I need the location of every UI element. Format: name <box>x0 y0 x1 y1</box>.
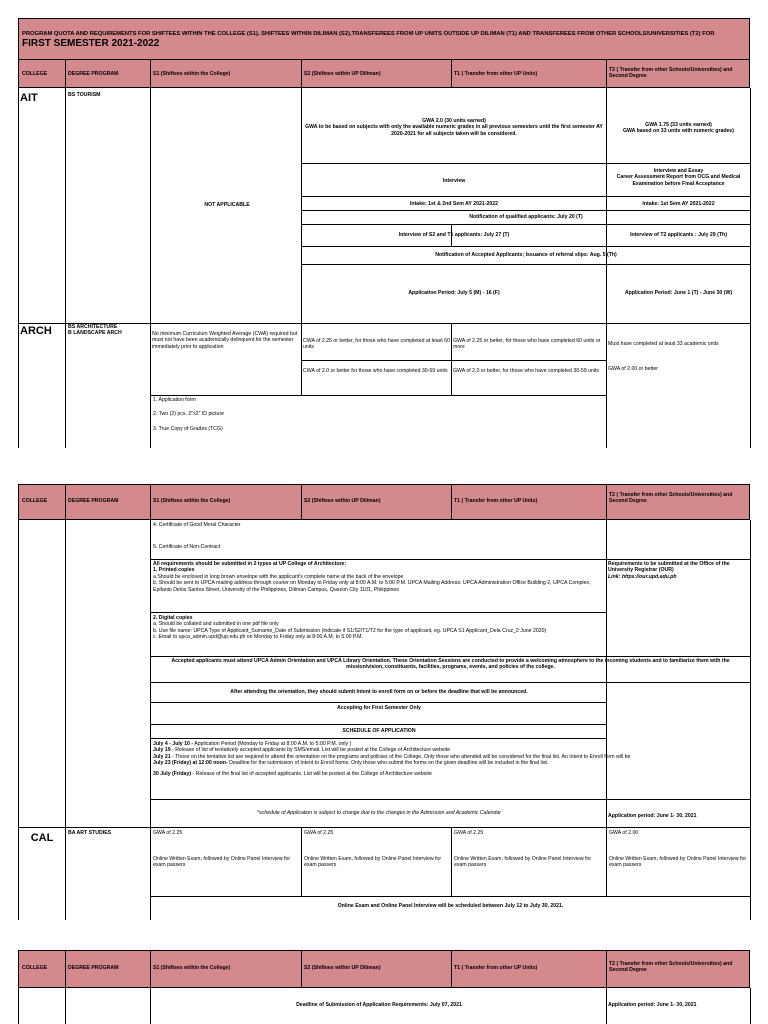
title-prefix: PROGRAM QUOTA AND REQUIREMENTS FOR SHIFTEES WITHIN THE COLLEGE (S1), SHIFTEES WITHIN DILIMAN (S2),TRANSFEREES FROM UP UNITS OUTSIDE UP DILIMAN (T1) AND TRANSFEREES FROM OTHER SCHOOLS/UNIVERSITIES (T2) FOR <box>22 31 715 37</box>
schedule-item-5: 30 July (Friday) - Release of the final list of accepted applicants. List will be posted at the College of Architecture website <box>153 770 432 777</box>
digital-a: a. Should be collated and submitted in one pdf file only <box>153 621 279 628</box>
header-degree: DEGREE PROGRAM <box>68 498 119 504</box>
t2-submit-text: Requirements to be submitted at the Office of the University Registrar (OUR) <box>608 561 730 574</box>
header-t2: T2 ( Transfer from other Schools/Universities) and Second Degree <box>609 492 733 505</box>
ait-interview-t2-date: Interview of T2 applicants : July 29 (Th) <box>630 232 727 238</box>
document-title <box>22 29 744 50</box>
document-page-3 <box>0 950 768 1024</box>
header-college: COLLEGE <box>22 71 48 77</box>
document-page-1 <box>0 18 768 448</box>
ait-notif-qualified: Notification of qualified applicants: July 20 (T) <box>469 214 583 220</box>
arch-t2-b: GWA of 2.00 or better <box>608 366 658 372</box>
ait-interview-s2-t1: Interview of S2 and T1 applicants: July 27 (T) <box>398 232 510 238</box>
ait-gwa-t2: GWA 1.75 (33 units earned) GWA based on 33 units with numeric grades) <box>622 122 735 135</box>
schedule-item-4: July 23 (Friday) at 12:00 noon- Deadline for the submission of Intent to Enroll forms. Only those who submit the forms on the given deadline will be included in the final list. <box>153 760 549 767</box>
header-s1: S1 (Shiftees within the College) <box>153 965 231 971</box>
college-arch: ARCH <box>20 325 52 337</box>
cal-s1-gwa: GWA of 2.25 <box>153 830 183 836</box>
college-ait: AIT <box>20 92 38 104</box>
cal-s1-exam: Online Written Exam, followed by Online Panel Interview for exam passers <box>153 856 291 869</box>
header-t2: T2 ( Transfer from other Schools/Universities) and Second Degree <box>609 67 733 80</box>
ait-notif-accepted: Notification of Accepted Applicants; Issuance of referral slips: Aug. 5 (Th) <box>435 252 617 258</box>
arch-req-3: 3. True Copy of Grades (TCG) <box>153 426 223 432</box>
degree-bs-tourism: BS TOURISM <box>68 92 101 98</box>
arch-t2-a: Must have completed at least 33 academic units <box>608 341 719 347</box>
t2-submission <box>608 561 749 580</box>
schedule-item-2: July 19 - Release of list of tentatively accepted applicants by SMS/email. List will be posted at the College of Architecture website <box>153 747 450 754</box>
header-t1: T1 ( Transfer from other UP Units) <box>454 71 538 77</box>
header-degree: DEGREE PROGRAM <box>68 71 119 77</box>
header-s2: S2 (Shiftees within UP Diliman) <box>304 965 381 971</box>
arch-submission-digital <box>153 615 605 641</box>
ait-interview-t2: Interview and Essay Career Assessment Report from OCG and Medical Examination before Final Acceptance <box>616 168 741 187</box>
header-t1: T1 ( Transfer from other UP Units) <box>454 498 538 504</box>
header-degree: DEGREE PROGRAM <box>68 965 119 971</box>
header-college: COLLEGE <box>22 965 48 971</box>
arch-t1-gwa-b: GWA of 2.0 or better, for those who have completed 30-59 units <box>453 368 600 374</box>
printed-b: b. Should be sent to UPCA mailing address through courier on Monday to Friday only at 8:00 A.M. to 5:00 P.M. UPCA Mailing Address: UPCA Administration Office Building 2, UPCA Complex, Epifanio Delos Santos Street, University of the Philippines, Diliman Campus, Quezon City 1101, Philippines <box>153 580 591 593</box>
arch-s2-cwa-a: CWA of 2.25 or better, for those who have completed at least 60 units <box>303 338 450 351</box>
header-college: COLLEGE <box>22 498 48 504</box>
arch-req-2: 2. Two (2) pcs. 2"x2" ID picture <box>153 411 225 417</box>
schedule-item-1: July 4 - July 10 - Application Period (Monday to Friday at 8:00 A.M. to 5:00 P.M. only ) <box>153 741 352 747</box>
ait-intake: Intake: 1st & 2nd Sem AY 2021-2022 <box>409 201 499 207</box>
arch-req-5: 5. Certificate of Non-Contract <box>153 544 221 550</box>
t2-link[interactable]: Link: https://our.upd.edu.ph <box>608 573 677 580</box>
cal-deadline: Deadline of Submission of Application Requirements: July 07, 2021 <box>296 1002 462 1008</box>
ait-interview: Interview <box>442 178 466 184</box>
cal-exam-schedule: Online Exam and Online Panel Interview will be scheduled between July 12 to July 30, 2021. <box>337 903 564 909</box>
document-page-2 <box>0 484 768 920</box>
arch-req-4: 4. Certificate of Good Moral Character <box>153 522 241 528</box>
cal-t1-exam: Online Written Exam, followed by Online Panel Interview for exam passers <box>454 856 592 869</box>
ait-gwa-s2-t1: GWA 2.0 (30 units earned) GWA to be based on subjects with only the available numeric grades in all previous semesters until the first semester AY 2020-2021 for all subjects taken will be considered. <box>305 118 603 137</box>
cal-t2-app-period: Application period: June 1- 30, 2021 <box>608 1002 697 1008</box>
cal-s2-exam: Online Written Exam, followed by Online Panel Interview for exam passers <box>304 856 442 869</box>
cal-s2-gwa: GWA of 2.25 <box>304 830 334 836</box>
printed-a: a.Should be enclosed in long brown envelope with the applicant's complete name at the back of the envelope <box>153 573 404 580</box>
title-main: FIRST SEMESTER 2021-2022 <box>22 38 160 49</box>
degree-ba-art-studies: BA ART STUDIES <box>68 830 112 836</box>
cal-t2-exam: Online Written Exam, followed by Online Panel Interview for exam passers <box>609 856 747 869</box>
header-s1: S1 (Shiftees within the College) <box>153 71 231 77</box>
arch-s1-cwa: No minimum Curriculum Weighted Average (CWA) required but must not have been academically delinquent for the semester immediately prior to application <box>152 331 298 350</box>
submit-title: All requirements should be submitted in 2 types at UP College of Architecture: <box>153 561 347 567</box>
after-orientation-note: After attending the orientation, they should submit Intent to enroll form on or before the deadline that will be announced. <box>230 689 528 695</box>
digital-title: 2. Digital copies <box>153 615 193 621</box>
ait-s1-not-applicable: NOT APPLICABLE <box>204 202 250 208</box>
t2-app-period: Application period: June 1- 30, 2021 <box>608 813 697 819</box>
header-t2: T2 ( Transfer from other Schools/Universities) and Second Degree <box>609 961 733 974</box>
ait-app-period-t2: Application Period: June 1 (T) - June 30 (W) <box>624 290 733 296</box>
arch-req-1: 1. Application form <box>153 397 196 403</box>
schedule-note: *schedule of Application is subject to change due to the changes in the Admission and Academic Calendar <box>257 810 501 816</box>
degree-arch: BS ARCHITECTURE B LANDSCAPE ARCH <box>68 324 122 337</box>
digital-b: b. Use file name: UPCA Type of Applicant_Surname_Date of Submission (indicate if S1/S2/T1/T2 for the type of applicant, eg. UPCA S1 Applicant_Dela Cruz_2 June 2020) <box>153 627 547 634</box>
orientation-note: Accepted applicants must attend UPCA Admin Orientation and UPCA Library Orientation. These Orientation Sessions are conducted to provide a welcoming atmosphere to the incoming students and to familiarize them with the mission/vision, constituents, facilities, programs, events, and policies of the college. <box>171 658 730 671</box>
arch-submission-printed <box>153 561 605 593</box>
schedule-list <box>153 741 749 777</box>
header-s2: S2 (Shiftees within UP Diliman) <box>304 71 381 77</box>
schedule-item-3: July 21 - Those on the tentative list are required to attend the orientation on the programs and policies of the College. Only those who attended will be considered for the final list. An Intent to Enroll form will be <box>153 753 631 760</box>
printed-title: 1. Printed copies <box>153 567 195 574</box>
cal-t2-gwa: GWA of 2.00 <box>609 830 639 836</box>
arch-s2-cwa-b: CWA of 2.0 or better for those who have completed 30-59 units <box>303 368 448 374</box>
header-s2: S2 (Shiftees within UP Diliman) <box>304 498 381 504</box>
cal-t1-gwa: GWA of 2.25 <box>454 830 484 836</box>
college-cal: CAL <box>30 832 54 844</box>
ait-intake-t2: Intake: 1st Sem AY 2021-2022 <box>642 201 715 207</box>
accepting-note: Accepting for First Semester Only <box>337 705 421 711</box>
header-s1: S1 (Shiftees within the College) <box>153 498 231 504</box>
ait-app-period: Application Period: July 5 (M) - 16 (F) <box>408 290 500 296</box>
arch-t1-gwa-a: GWA of 2.25 or better, for those who have completed 60 units or more <box>453 338 601 351</box>
digital-c: c. Email to upca_admin.upd@up.edu.ph on Monday to Friday only at 8:00 A.M. to 5.00 P.M. <box>153 634 363 641</box>
schedule-title: SCHEDULE OF APPLICATION <box>342 728 416 734</box>
header-t1: T1 ( Transfer from other UP Units) <box>454 965 538 971</box>
